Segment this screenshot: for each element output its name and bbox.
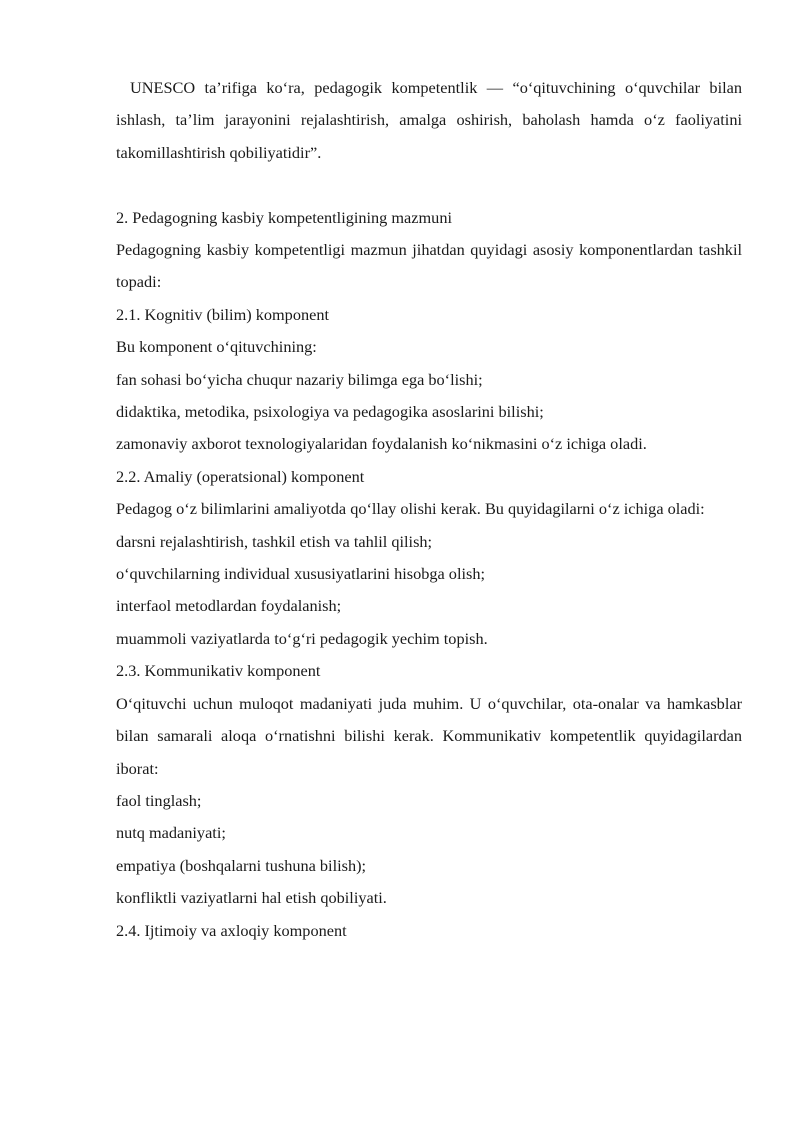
subsection-intro: Pedagog o‘z bilimlarini amaliyotda qo‘llay olishi kerak. Bu quyidagilarni o‘z ichiga oladi: [116, 499, 705, 519]
document-page [116, 72, 742, 947]
list-item: o‘quvchilarning individual xususiyatlarini hisobga olish; [116, 564, 485, 584]
intro-paragraph: UNESCO ta’rifiga ko‘ra, pedagogik kompetentlik — “o‘qituvchining o‘quvchilar bilan ishlash, ta’lim jarayonini rejalashtirish, amalga oshirish, baholash hamda o‘z faoliyatini takomillashtirish qobiliyatidir”. [116, 78, 742, 162]
list-item: nutq madaniyati; [116, 823, 226, 843]
subsection-heading: 2.1. Kognitiv (bilim) komponent [116, 304, 329, 324]
list-item: fan sohasi bo‘yicha chuqur nazariy bilimga ega bo‘lishi; [116, 369, 483, 389]
list-item: didaktika, metodika, psixologiya va pedagogika asoslarini bilishi; [116, 402, 544, 422]
section-paragraph: Pedagogning kasbiy kompetentligi mazmun jihatdan quyidagi asosiy komponentlardan tashkil topadi: [116, 240, 742, 292]
list-item: darsni rejalashtirish, tashkil etish va tahlil qilish; [116, 531, 433, 551]
subsection-heading: 2.3. Kommunikativ komponent [116, 661, 321, 681]
list-item: interfaol metodlardan foydalanish; [116, 596, 342, 616]
list-item: faol tinglash; [116, 790, 202, 810]
subsection-intro: O‘qituvchi uchun muloqot madaniyati juda muhim. U o‘quvchilar, ota-onalar va hamkasblar bilan samarali aloqa o‘rnatishni bilishi kerak. Kommunikativ kompetentlik quyidagilardan iborat: [116, 693, 742, 778]
subsection-intro: Bu komponent o‘qituvchining: [116, 337, 317, 357]
subsection-heading: 2.4. Ijtimoiy va axloqiy komponent [116, 920, 347, 940]
paragraph-gap [116, 169, 742, 201]
list-item: muammoli vaziyatlarda to‘g‘ri pedagogik yechim topish. [116, 628, 488, 648]
list-item: konfliktli vaziyatlarni hal etish qobiliyati. [116, 888, 387, 908]
section-heading: 2. Pedagogning kasbiy kompetentligining mazmuni [116, 207, 452, 227]
list-item: zamonaviy axborot texnologiyalaridan foydalanish ko‘nikmasini o‘z ichiga oladi. [116, 434, 647, 454]
list-item: empatiya (boshqalarni tushuna bilish); [116, 855, 367, 875]
subsection-heading: 2.2. Amaliy (operatsional) komponent [116, 466, 365, 486]
